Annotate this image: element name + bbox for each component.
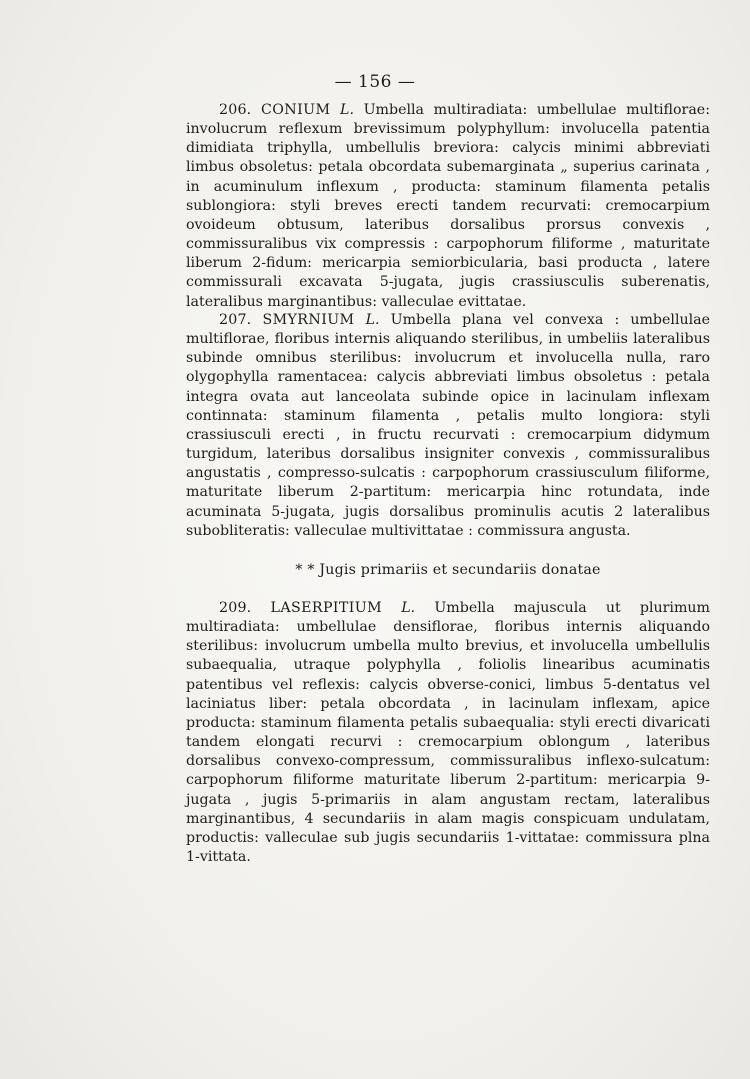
entry-description: Umbella multiradiata: umbellulae multiflorae: involucrum reflexum brevissimum polyphyllum: involucella patentia dimidiata triphylla, umbellulis breviora: calycis minimi abbreviati limbus obsoletus: petala obcordata subemarginata „ superius carinata , in acuminulum inflexum , producta: staminum filamenta petalis sublongiora: styli breves erecti tandem recurvati: cremocarpium ovoideum obtusum, lateribus dorsalibus prorsus convexis , commissuralibus vix compressis : carpophorum filiforme , maturitate liberum 2-fidum: mericarpia semiorbicularia, basi producta , latere commissurali excavata 5-jugata, jugis crassiusculis suberenatis, lateralibus marginantibus: valleculae evittatae. xyxy=(186,102,710,310)
entry-description: Umbella plana vel convexa : umbellulae multiflorae, floribus internis aliquando sterilibus, in umbeliis lateralibus subinde omnibus sterilibus: involucrum et involucella nulla, raro olygophylla ramentacea: calycis abbreviati limbus obsoletus : petala integra ovata aut lanceolata subinde opice in lacinulam inflexam continnata: staminum filamenta , petalis multo longiora: styli crassiusculi erecti , in fructu recurvati : cremocarpium didymum turgidum, lateribus dorsalibus insigniter convexis , commissuralibus angustatis , compresso-sulcatis : carpophorum crassiusculum filiforme, maturitate liberum 2-partitum: mericarpia hinc rotundata, inde acuminata 5-jugata, jugis dorsalibus prominulis acutis 2 lateralibus subobliteratis: valleculae multivittatae : commissura angusta. xyxy=(186,312,711,539)
authority-abbrev: L. xyxy=(340,102,354,118)
section-subheading: * * Jugis primariis et secundariis donatae xyxy=(295,562,601,578)
genus-name: LASERPITIUM xyxy=(270,600,383,616)
authority-abbrev: L. xyxy=(401,600,416,616)
genus-name: SMYRNIUM xyxy=(262,312,355,328)
genus-name: CONIUM xyxy=(261,102,331,118)
page-number-header: — 156 — xyxy=(334,72,416,92)
authority-abbrev: L. xyxy=(365,312,380,328)
entry-number: 206. xyxy=(219,102,252,118)
genus-entry-conium xyxy=(186,101,710,312)
genus-entry-smyrnium xyxy=(186,311,710,541)
entry-number: 209. xyxy=(219,600,252,616)
genus-entry-laserpitium xyxy=(186,599,710,867)
entry-number: 207. xyxy=(219,312,252,328)
entry-description: Umbella majuscula ut plurimum multiradiata: umbellulae densiflorae, floribus internis aliquando sterilibus: involucrum umbella multo brevius, et involucella umbellulis subaequalia, utraque polyphylla , foliolis linearibus acuminatis patentibus vel reflexis: calycis obverse-conici, limbus 5-dentatus vel laciniatus liber: petala obcordata , in lacinulam inflexam, apice producta: staminum filamenta petalis subaequalia: styli erecti divaricati tandem elongati recurvi : cremocarpium oblongum , lateribus dorsalibus convexo-compressum, commissuralibus inflexo-sulcatum: carpophorum filiforme maturitate liberum 2-partitum: mericarpia 9-jugata , jugis 5-primariis in alam angustam rectam, lateralibus marginantibus, 4 secundariis in alam magis conspicuam undulatam, productis: valleculae sub jugis secundariis 1-vittatae: commissura plna 1-vittata. xyxy=(186,600,710,866)
